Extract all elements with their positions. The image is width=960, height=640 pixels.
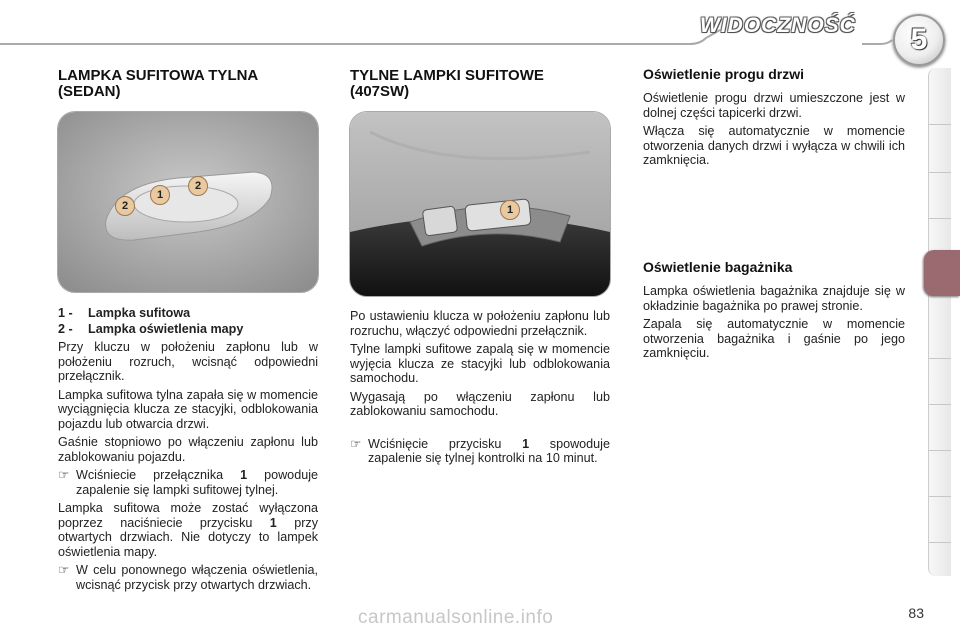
paragraph: Oświetlenie progu drzwi umieszczone jest w dolnej części tapicerki drzwi. <box>643 91 905 120</box>
section-heading-boot-lighting: Oświetlenie bagażnika <box>643 259 793 275</box>
col3-section-boot <box>643 259 905 365</box>
label-row-2: 2 - Lampka oświetlenia mapy <box>58 322 244 336</box>
page-number: 83 <box>908 605 924 621</box>
col2-text <box>350 309 610 466</box>
chapter-number-badge: 5 <box>893 14 945 66</box>
watermark: carmanualsonline.info <box>358 607 554 628</box>
paragraph: Lampka sufitowa tylna zapała się w momencie wyciągnięcia klucza ze stacyjki, odblokowania pojazdu lub otwarcia drzwi. <box>58 387 318 431</box>
photo-ceiling-lamps-407sw <box>349 111 611 297</box>
paragraph: Wygasają po włączeniu zapłonu lub zablokowaniu samochodu. <box>350 389 610 418</box>
active-chapter-tab <box>924 250 960 296</box>
col1-text <box>58 305 318 592</box>
paragraph: Tylne lampki sufitowe zapalą się w momencie wyjęcia klucza ze stacyjki lub odblokowania samochodu. <box>350 342 610 385</box>
pointing-hand-icon: ☞ <box>58 563 70 577</box>
section-heading-rear-lamps-407sw: TYLNE LAMPKI SUFITOWE (407SW) <box>350 67 544 100</box>
paragraph: Przy kluczu w położeniu zapłonu lub w położeniu rozruch, wcisnąć odpowiedni przełącznik. <box>58 340 318 383</box>
paragraph: Włącza się automatycznie w momencie otworzenia danych drzwi i wyłącza w chwili ich zamknięcia. <box>643 124 905 167</box>
section-heading-door-sill-lighting: Oświetlenie progu drzwi <box>643 66 805 82</box>
paragraph: Zapala się automatycznie w momencie otworzenia bagażnika i gaśnie po jego zamknięciu. <box>643 317 905 360</box>
section-heading-rear-lamp-sedan: LAMPKA SUFITOWA TYLNA (SEDAN) <box>58 67 259 100</box>
label-row-1: 1 - Lampka sufitowa <box>58 306 191 320</box>
bullet-item: ☞ Wciśniecie przełącznika 1 powoduje zapalenie się lampki sufitowej tylnej. <box>58 468 318 497</box>
chapter-title: WIDOCZNOŚĆ <box>700 14 856 37</box>
callout-1: 1 <box>150 185 170 205</box>
chapter-tabs <box>928 68 951 576</box>
bullet-item: ☞ W celu ponownego włączenia oświetlenia, wcisnąć przycisk przy otwartych drzwiach. <box>58 563 318 592</box>
paragraph: Lampka oświetlenia bagażnika znajduje się w okładzinie bagażnika po prawej stronie. <box>643 284 905 313</box>
photo-ceiling-lamp-sedan <box>57 111 319 293</box>
callout-2-right: 2 <box>188 176 208 196</box>
col3-section-door-sill <box>643 66 905 172</box>
callout-2-left: 2 <box>115 196 135 216</box>
pointing-hand-icon: ☞ <box>58 468 70 482</box>
paragraph: Gaśnie stopniowo po włączeniu zapłonu lub zablokowaniu pojazdu. <box>58 435 318 464</box>
paragraph: Po ustawieniu klucza w położeniu zapłonu lub rozruchu, włączyć odpowiedni przełącznik. <box>350 309 610 338</box>
paragraph: Lampka sufitowa może zostać wyłączona poprzez naciśniecie przycisku 1 przy otwartych drzwiach. Nie dotyczy to lampek oświetlenia mapy. <box>58 501 319 559</box>
callout-1-407sw: 1 <box>500 200 520 220</box>
bullet-item: ☞ Wciśnięcie przycisku 1 spowoduje zapalenie się tylnej kontrolki na 10 minut. <box>350 436 610 465</box>
pointing-hand-icon: ☞ <box>350 436 362 451</box>
